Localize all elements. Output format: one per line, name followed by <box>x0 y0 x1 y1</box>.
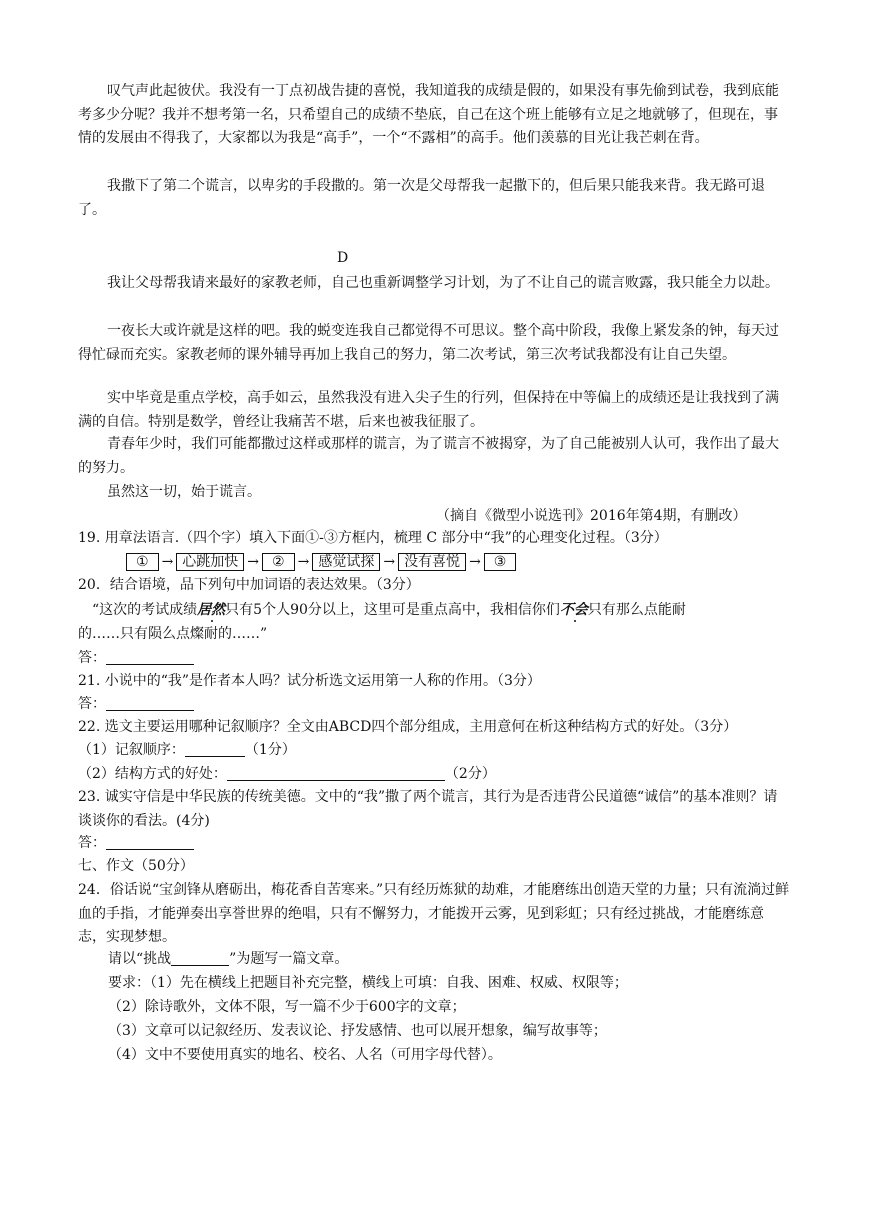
question-22: 22. 选文主要运用哪种记叙顺序？全文由ABCD四个部分组成，主用意何在析这种结构方式的好处。（3分） <box>78 719 738 735</box>
flow-arrow-2: → <box>247 554 260 570</box>
flow-arrow-4: → <box>383 554 396 570</box>
q20-quote-line-1 <box>92 600 686 620</box>
flow-box-1: ① <box>126 553 159 571</box>
q21-answer-row <box>78 694 194 714</box>
question-21: 21. 小说中的“我”是作者本人吗？试分析选文运用第一人称的作用。（3分） <box>78 673 541 689</box>
q24-prompt-b: ”为题写一篇文章。 <box>229 951 349 967</box>
q22-sub1-label: （1）记叙顺序： <box>78 742 185 758</box>
section-d-heading: D <box>337 250 349 266</box>
story-paragraph-6: 青春年少时，我们可能都撒过这样或那样的谎言，为了谎言不被揭穿，为了自己能被别人认可，我作出了最大的努力。 <box>78 436 779 476</box>
q22-sub2-row <box>78 764 496 784</box>
q22-sub2-blank[interactable] <box>227 766 445 781</box>
section-7-heading: 七、作文（50分） <box>78 858 194 874</box>
flow-arrow-1: → <box>161 554 174 570</box>
q20-quote-line-2: 的……只有陨么点燦耐的……” <box>78 626 268 642</box>
q23-answer-row <box>78 833 194 853</box>
q22-sub1-row <box>78 740 296 760</box>
story-paragraph-3: 我让父母帮我请来最好的家教老师，自己也重新调整学习计划，为了不让自己的谎言败露，我只能全力以赴。 <box>107 275 779 291</box>
q23-answer-blank[interactable] <box>106 835 194 850</box>
q20-word-2: 不会 <box>559 602 588 618</box>
q20-quote-a: “这次的考试成绩 <box>92 602 198 618</box>
q23-answer-label: 答： <box>78 835 106 851</box>
question-23: 23. 诚实守信是中华民族的传统美德。文中的“我”撒了两个谎言，其行为是否违背公民道德“诚信”的基本准则？请谈谈你的看法。(4分) <box>78 789 778 829</box>
flow-box-6: ③ <box>484 553 517 571</box>
q22-sub1-points: （1分） <box>244 742 296 758</box>
q24-requirement-3: （3）文章可以记叙经历、发表议论、抒发感情、也可以展开想象，编写故事等； <box>108 1023 607 1039</box>
q20-word-1: 居然 <box>197 602 226 618</box>
story-paragraph-5: 实中毕竟是重点学校，高手如云，虽然我没有进入尖子生的行列，但保持在中等偏上的成绩还是让我找到了满满的自信。特别是数学，曾经让我痛苦不堪，后来也被我征服了。 <box>78 390 779 430</box>
question-24: 24．俗话说“宝剑锋从磨砺出，梅花香自苦寒来。”只有经历炼狱的劫难，才能磨练出创造天堂的力量；只有流淌过鲜血的手指，才能弹奏出享誉世界的绝唱，只有不懈努力，才能拨开云雾，见到彩虹；只有经过挑战，才能磨练意志，实现梦想。 <box>78 882 790 945</box>
q21-answer-blank[interactable] <box>106 696 194 711</box>
q20-quote-b: 只有5个人90分以上，这里可是重点高中，我相信你们 <box>225 602 560 618</box>
q24-requirement-2: （2）除诗歌外，文体不限，写一篇不少于600字的文章； <box>108 999 466 1015</box>
q24-prompt-a: 请以“挑战 <box>108 951 172 967</box>
flow-box-3: ② <box>262 553 295 571</box>
q21-answer-label: 答： <box>78 696 106 712</box>
q20-answer-label: 答： <box>78 650 106 666</box>
story-paragraph-7: 虽然这一切，始于谎言。 <box>107 484 261 500</box>
flow-arrow-3: → <box>297 554 310 570</box>
story-paragraph-1: 叹气声此起彼伏。我没有一丁点初战告捷的喜悦，我知道我的成绩是假的，如果没有事先偷到试卷，我到底能考多少分呢？我并不想考第一名，只希望自己的成绩不垫底，自己在这个班上能够有立足之地就够了，但现在，事情的发展由不得我了，大家都以为我是“高手”，一个“不露相”的高手。他们羡慕的目光让我芒刺在背。 <box>78 83 779 146</box>
q20-quote-c: 只有那么点能耐 <box>587 602 686 618</box>
story-paragraph-2: 我撒下了第二个谎言，以卑劣的手段撒的。第一次是父母帮我一起撒下的，但后果只能我来背。我无路可退了。 <box>78 178 765 218</box>
q24-requirement-4: （4）文中不要使用真实的地名、校名、人名（可用字母代替）。 <box>108 1047 502 1063</box>
flow-box-5: 没有喜悦 <box>398 553 466 571</box>
q20-answer-row <box>78 648 194 668</box>
q19-flow-diagram <box>124 552 518 572</box>
question-20: 20．结合语境，品下列句中加词语的表达效果。（3分） <box>78 577 420 593</box>
question-19: 19. 用章法语言.（四个字）填入下面①-③方框内，梳理 C 部分中“我”的心理变化过程。（3分） <box>78 530 668 546</box>
q24-requirement-1: 要求：（1）先在横线上把题目补充完整，横线上可填：自我、困难、权威、权限等； <box>108 975 628 991</box>
flow-box-4: 感觉试探 <box>312 553 380 571</box>
source-citation: （摘自《微型小说选刊》2016年第4期，有删改） <box>436 508 747 524</box>
flow-box-2: 心跳加快 <box>176 553 244 571</box>
flow-arrow-5: → <box>469 554 481 570</box>
q20-answer-blank[interactable] <box>106 650 194 665</box>
q24-title-blank[interactable] <box>171 951 229 966</box>
q22-sub1-blank[interactable] <box>185 742 245 757</box>
q22-sub2-points: （2分） <box>444 766 496 782</box>
q24-prompt-row <box>108 949 348 969</box>
story-paragraph-4: 一夜长大或许就是这样的吧。我的蜕变连我自己都觉得不可思议。整个高中阶段，我像上紧发条的钟，每天过得忙碌而充实。家教老师的课外辅导再加上我自己的努力，第二次考试，第三次考试我都没有让自己失望。 <box>78 323 779 363</box>
q22-sub2-label: （2）结构方式的好处： <box>78 766 227 782</box>
